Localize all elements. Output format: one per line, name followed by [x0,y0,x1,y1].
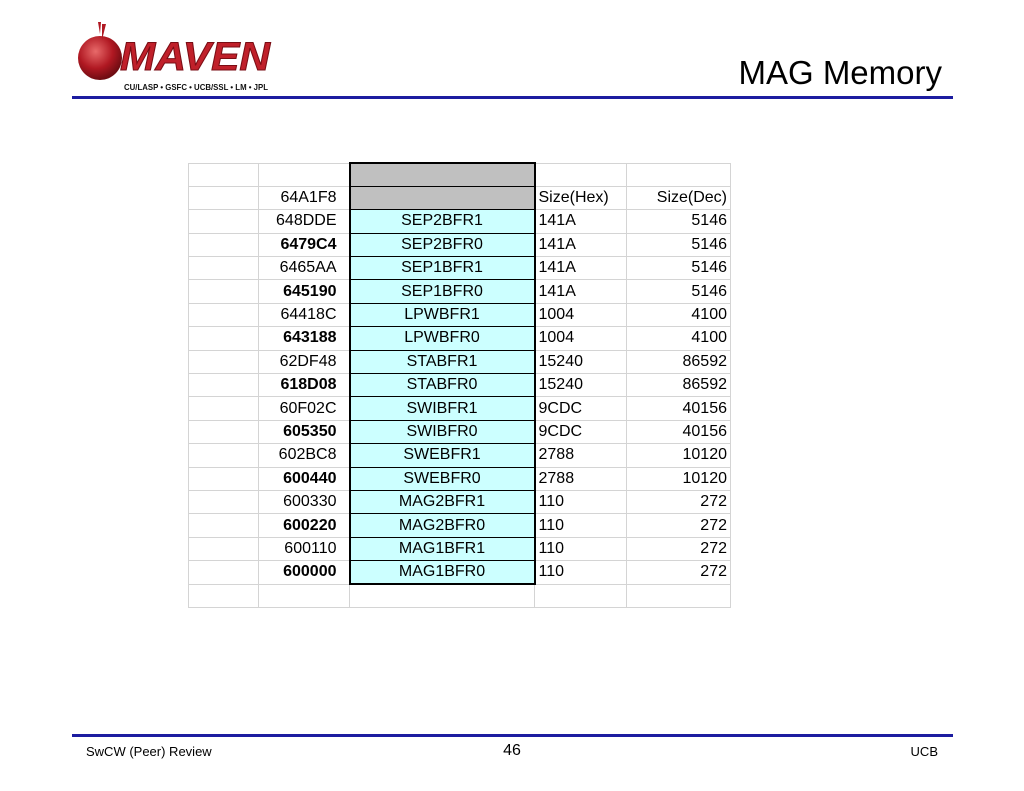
size-dec-cell: 4100 [627,327,731,350]
blank-cell [189,233,259,256]
address-cell: 6479C4 [259,233,350,256]
table-row [189,467,731,490]
buffer-name-cell: STABFR1 [350,350,535,373]
size-hex-cell: 141A [535,257,627,280]
table-row [189,303,731,326]
address-cell: 618D08 [259,374,350,397]
address-cell: 62DF48 [259,350,350,373]
blank-cell [189,537,259,560]
address-cell: 600110 [259,537,350,560]
size-dec-cell: 5146 [627,233,731,256]
size-hex-cell: 2788 [535,444,627,467]
table-row [189,397,731,420]
table-row [189,490,731,513]
size-dec-cell: 86592 [627,350,731,373]
footer-rule [72,734,953,737]
table-row [189,280,731,303]
size-dec-cell: 5146 [627,257,731,280]
size-hex-cell: 110 [535,561,627,584]
size-dec-cell: 10120 [627,444,731,467]
address-cell: 605350 [259,420,350,443]
size-dec-cell: 272 [627,537,731,560]
buffer-name-cell: STABFR0 [350,374,535,397]
address-cell: 6465AA [259,257,350,280]
table-row [189,350,731,373]
size-dec-cell: 86592 [627,374,731,397]
size-dec-cell: 40156 [627,397,731,420]
table-row [189,537,731,560]
blank-cell [259,584,350,607]
size-hex-header: Size(Hex) [535,186,627,209]
table-row [189,257,731,280]
size-hex-cell: 1004 [535,327,627,350]
buffer-name-cell: SEP1BFR1 [350,257,535,280]
blank-cell [189,420,259,443]
blank-cell [189,561,259,584]
table-row [189,514,731,537]
table-row [189,210,731,233]
buffer-name-cell: MAG2BFR1 [350,490,535,513]
address-cell: 602BC8 [259,444,350,467]
size-hex-cell: 141A [535,280,627,303]
planet-icon [78,36,122,80]
buffer-name-cell: LPWBFR1 [350,303,535,326]
table-row [189,561,731,584]
blank-cell [627,584,731,607]
top-address-cell: 64A1F8 [259,186,350,209]
buffer-name-cell: LPWBFR0 [350,327,535,350]
buffer-name-cell: SWEBFR0 [350,467,535,490]
size-dec-cell: 4100 [627,303,731,326]
logo-wordmark: MAVEN [120,35,272,79]
blank-cell [189,374,259,397]
size-dec-header: Size(Dec) [627,186,731,209]
table-row-blank-top [189,163,731,186]
blank-cell [189,444,259,467]
size-hex-cell: 110 [535,514,627,537]
memory-map-table [188,162,731,608]
size-hex-cell: 9CDC [535,420,627,443]
blank-cell [535,584,627,607]
blank-cell [189,397,259,420]
size-hex-cell: 1004 [535,303,627,326]
size-hex-cell: 15240 [535,350,627,373]
size-hex-cell: 15240 [535,374,627,397]
size-dec-cell: 5146 [627,280,731,303]
blank-cell [189,584,259,607]
size-dec-cell: 272 [627,561,731,584]
maven-logo [76,20,276,98]
buffer-name-cell: SEP2BFR1 [350,210,535,233]
size-hex-cell: 9CDC [535,397,627,420]
header-rule [72,96,953,99]
blank-cell [189,350,259,373]
blank-cell [189,327,259,350]
blank-cell [189,490,259,513]
table-row [189,420,731,443]
buffer-name-cell: MAG1BFR0 [350,561,535,584]
size-dec-cell: 272 [627,490,731,513]
size-hex-cell: 110 [535,537,627,560]
blank-cell [189,210,259,233]
buffer-name-cell: SWEBFR1 [350,444,535,467]
page-number: 46 [503,742,521,759]
buffer-name-cell: MAG2BFR0 [350,514,535,537]
blank-cell [350,584,535,607]
address-cell: 600440 [259,467,350,490]
footer-title: SwCW (Peer) Review [86,744,212,759]
buffer-name-cell: SWIBFR0 [350,420,535,443]
logo-subtext: CU/LASP • GSFC • UCB/SSL • LM • JPL [124,82,268,92]
address-cell: 600220 [259,514,350,537]
table-header-row [189,186,731,209]
footer-org: UCB [910,744,938,759]
table-row [189,233,731,256]
address-cell: 645190 [259,280,350,303]
table-row [189,444,731,467]
size-hex-cell: 110 [535,490,627,513]
blank-cell [189,257,259,280]
address-cell: 64418C [259,303,350,326]
buffer-name-cell: SWIBFR1 [350,397,535,420]
size-dec-cell: 272 [627,514,731,537]
slide-title: MAG Memory [738,54,942,91]
buffer-name-cell: MAG1BFR1 [350,537,535,560]
blank-cell [189,303,259,326]
blank-cell [189,280,259,303]
table-row [189,327,731,350]
address-cell: 60F02C [259,397,350,420]
buffer-name-cell: SEP1BFR0 [350,280,535,303]
size-dec-cell: 40156 [627,420,731,443]
address-cell: 600330 [259,490,350,513]
blank-cell [189,467,259,490]
size-hex-cell: 141A [535,210,627,233]
size-hex-cell: 141A [535,233,627,256]
table-row-blank-bottom [189,584,731,607]
address-cell: 600000 [259,561,350,584]
buffer-name-cell: SEP2BFR0 [350,233,535,256]
address-cell: 648DDE [259,210,350,233]
table-row [189,374,731,397]
size-dec-cell: 10120 [627,467,731,490]
address-cell: 643188 [259,327,350,350]
size-dec-cell: 5146 [627,210,731,233]
size-hex-cell: 2788 [535,467,627,490]
blank-cell [189,514,259,537]
